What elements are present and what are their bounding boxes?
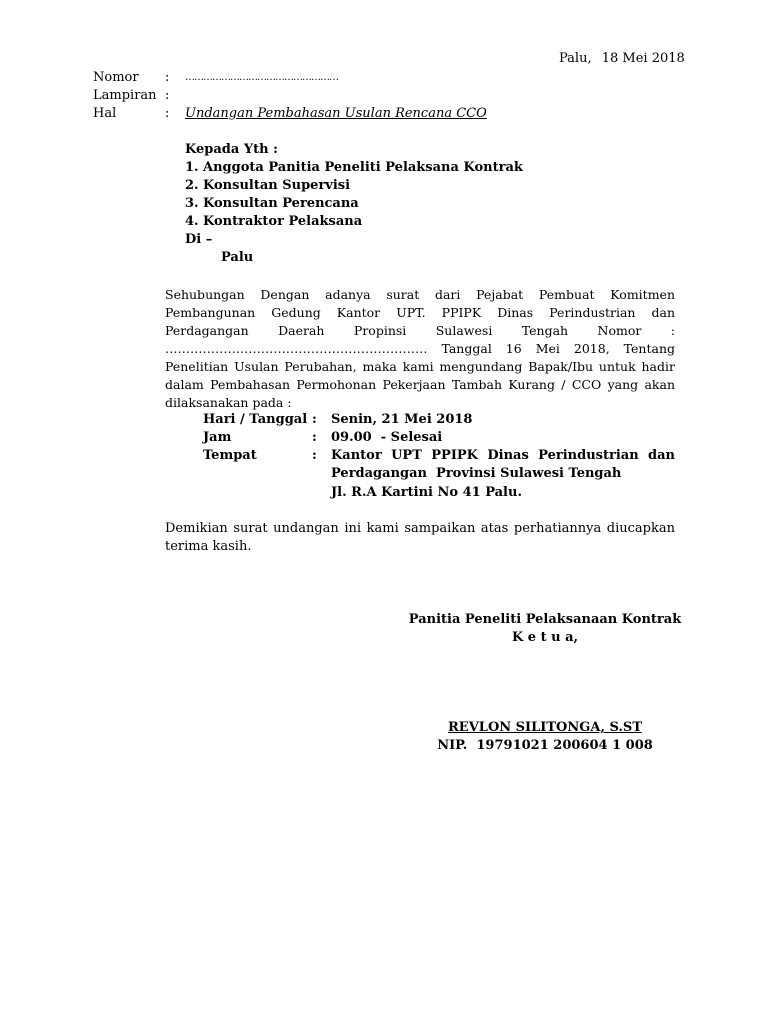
closing-paragraph: Demikian surat undangan ini kami sampaikan atas perhatiannya diucapkan terima kasih. (165, 521, 675, 554)
letter-date (559, 50, 685, 68)
signature-committee: Panitia Peneliti Pelaksanaan Kontrak (408, 612, 682, 627)
date-value: 18 Mei 2018 (601, 51, 685, 66)
recipient-num: 3. (185, 196, 199, 211)
hal-value: Undangan Pembahasan Usulan Rencana CCO (185, 106, 487, 121)
detail-place-label: Tempat (203, 448, 257, 463)
nomor-value: …………………………………………… (185, 72, 338, 83)
signature-nip: NIP. 19791021 200604 1 008 (437, 738, 653, 753)
lampiran-colon: : (165, 88, 170, 103)
detail-colon: : (312, 412, 317, 427)
detail-place-line1 (331, 447, 675, 465)
detail-time-value: 09.00 - Selesai (331, 430, 443, 445)
detail-day-label: Hari / Tanggal (203, 412, 308, 427)
recipient-text: Anggota Panitia Peneliti Pelaksana Kontrak (203, 160, 523, 175)
recipient-num: 4. (185, 214, 199, 229)
detail-place-line2: Perdagangan Provinsi Sulawesi Tengah (331, 466, 622, 481)
date-city: Palu, (559, 51, 592, 66)
detail-place-line3: Jl. R.A Kartini No 41 Palu. (331, 485, 522, 500)
detail-time-label: Jam (203, 430, 232, 445)
recipients-greeting: Kepada Yth : (185, 142, 278, 157)
detail-day-value: Senin, 21 Mei 2018 (331, 412, 473, 427)
nomor-colon: : (165, 70, 170, 85)
signature-name: REVLON SILITONGA, S.ST (448, 720, 642, 735)
signature-role: K e t u a, (511, 630, 579, 645)
body-paragraph: Sehubungan Dengan adanya surat dari Pejabat Pembuat Komitmen Pembangunan Gedung Kantor UPT. PPIPK Dinas Perindustrian dan Perdagangan Daerah Propinsi Sulawesi Tengah Nomor : ……………………………………………………… Tanggal 16 Mei 2018, Tentang Penelitian Usulan Perubahan, maka kami mengundang Bapak/Ibu untuk hadir dalam Pembahasan Permohonan Pekerjaan Tambah Kurang / CCO yang akan dilaksanakan pada : (165, 287, 675, 410)
recipients-di: Di – (185, 232, 213, 247)
detail-colon: : (312, 448, 317, 463)
recipients-city: Palu (221, 250, 254, 265)
detail-colon: : (312, 430, 317, 445)
lampiran-label: Lampiran (93, 88, 157, 103)
hal-label: Hal (93, 106, 117, 121)
recipient-num: 2. (185, 178, 199, 193)
hal-colon: : (165, 106, 170, 121)
nomor-label: Nomor (93, 70, 139, 85)
recipient-text: Kontraktor Pelaksana (203, 214, 363, 229)
recipient-num: 1. (185, 160, 199, 175)
recipient-text: Konsultan Supervisi (203, 178, 351, 193)
recipient-text: Konsultan Perencana (203, 196, 359, 211)
place-line1-text: Kantor UPT PPIPK Dinas Perindustrian dan (331, 448, 675, 463)
